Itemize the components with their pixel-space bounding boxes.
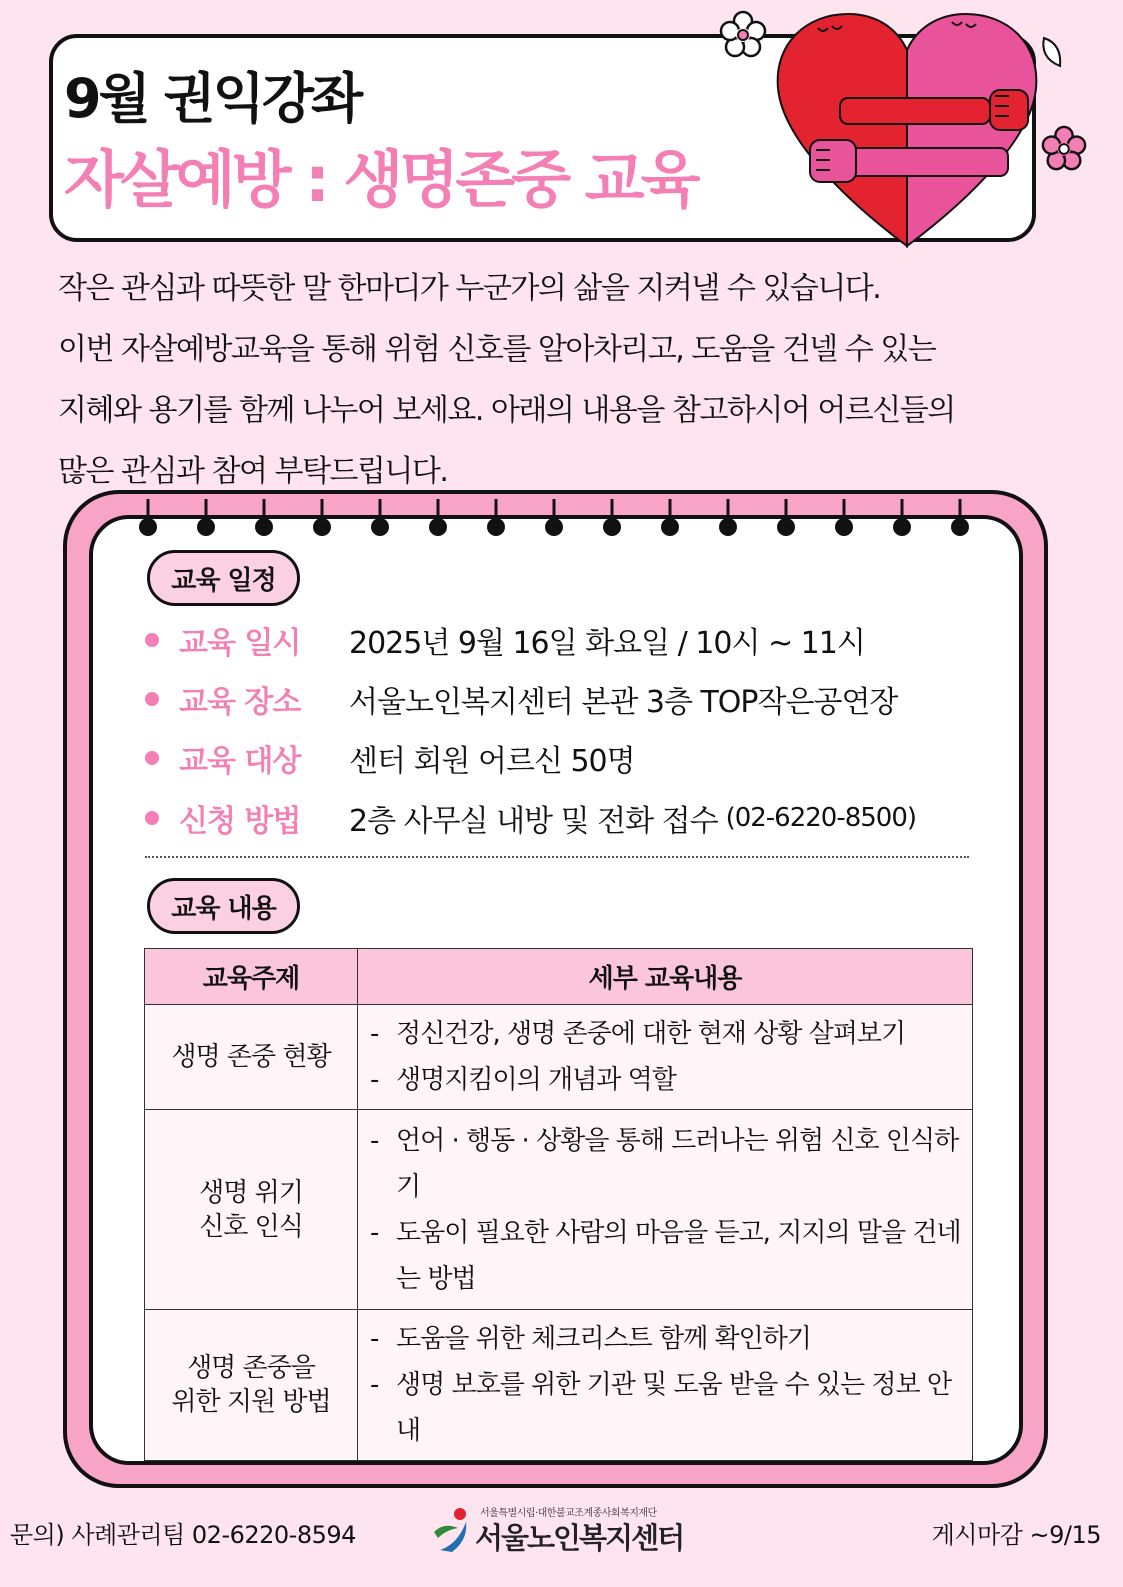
- dash-bullet: -: [370, 1217, 379, 1248]
- page-subtitle: 자살예방 : 생명존중 교육: [64, 143, 697, 216]
- detail-item: [370, 1118, 964, 1210]
- content-section-label: 교육 내용: [147, 878, 300, 934]
- info-row-location: [145, 674, 897, 724]
- logo-mark-icon: [430, 1506, 474, 1552]
- info-label: 신청 방법: [179, 804, 301, 839]
- topic-cell: [145, 1310, 358, 1461]
- table-row: [145, 1310, 973, 1461]
- column-header: 교육주제: [145, 949, 358, 1005]
- detail-item: [370, 1362, 964, 1454]
- topic-line: 위한 지원 방법: [171, 1387, 331, 1417]
- notebook-rings: [130, 497, 980, 542]
- binding-hole: [487, 518, 505, 536]
- table-row: [145, 1110, 973, 1310]
- intro-line: 이번 자살예방교육을 통해 위험 신호를 알아차리고, 도움을 건넬 수 있는: [58, 332, 936, 367]
- info-label: 교육 장소: [179, 685, 301, 720]
- binding-hole: [835, 518, 853, 536]
- binding-hole: [255, 518, 273, 536]
- topic-line: 생명 존중 현황: [171, 1042, 331, 1072]
- bullet-dot-icon: [145, 751, 159, 765]
- bullet-dot-icon: [145, 692, 159, 706]
- info-value: 2층 사무실 내방 및 전화 접수: [349, 804, 718, 839]
- detail-item: [370, 1057, 964, 1103]
- info-value: 센터 회원 어르신 50명: [349, 744, 635, 779]
- contact-info: 문의) 사례관리팀 02-6220-8594: [10, 1521, 356, 1549]
- table-row: [145, 1005, 973, 1110]
- page-title: 9월 권익강좌: [64, 67, 361, 130]
- info-value: 서울노인복지센터 본관 3층 TOP작은공연장: [349, 685, 898, 720]
- detail-text: 도움을 위한 체크리스트 함께 확인하기: [396, 1324, 811, 1354]
- topic-cell: [145, 1110, 358, 1310]
- binding-hole: [603, 518, 621, 536]
- info-label: 교육 대상: [179, 744, 301, 779]
- topic-line: 생명 존중을: [187, 1353, 315, 1383]
- detail-cell: [358, 1310, 973, 1461]
- detail-text: 생명지킴이의 개념과 역할: [396, 1065, 676, 1095]
- binding-hole: [545, 518, 563, 536]
- column-header: 세부 교육내용: [358, 949, 973, 1005]
- bullet-dot-icon: [145, 633, 159, 647]
- binding-hole: [951, 518, 969, 536]
- content-table: [144, 948, 973, 1461]
- detail-cell: [358, 1110, 973, 1310]
- schedule-section-label: 교육 일정: [147, 550, 300, 606]
- detail-text: 언어 · 행동 · 상황을 통해 드러나는 위험 신호 인식하기: [396, 1125, 959, 1202]
- info-row-datetime: [145, 615, 865, 665]
- intro-line: 작은 관심과 따뜻한 말 한마디가 누군가의 삶을 지켜낼 수 있습니다.: [58, 271, 881, 306]
- detail-text: 도움이 필요한 사람의 마음을 듣고, 지지의 말을 건네는 방법: [396, 1217, 961, 1294]
- detail-text: 생명 보호를 위한 기관 및 도움 받을 수 있는 정보 안내: [396, 1370, 951, 1446]
- binding-hole: [139, 518, 157, 536]
- table-header-row: [145, 949, 973, 1005]
- info-label: 교육 일시: [179, 626, 301, 661]
- dash-bullet: -: [370, 1125, 379, 1156]
- dash-bullet: -: [370, 1324, 379, 1354]
- detail-item: [370, 1316, 964, 1362]
- logo-subtitle: 서울특별시립·대한불교조계종사회복지재단: [480, 1508, 657, 1519]
- info-value: 2025년 9월 16일 화요일 / 10시 ~ 11시: [349, 626, 865, 661]
- phone-number: (02-6220-8500): [725, 803, 917, 833]
- binding-hole: [313, 518, 331, 536]
- dash-bullet: -: [370, 1065, 379, 1095]
- intro-text: [58, 258, 1068, 502]
- intro-line: 지혜와 용기를 함께 나누어 보세요. 아래의 내용을 참고하시어 어르신들의: [58, 393, 955, 428]
- binding-hole: [661, 518, 679, 536]
- topic-cell: [145, 1005, 358, 1110]
- binding-hole: [429, 518, 447, 536]
- info-row-target: [145, 733, 635, 783]
- binding-hole: [777, 518, 795, 536]
- detail-cell: [358, 1005, 973, 1110]
- detail-item: [370, 1011, 964, 1057]
- center-logo: [430, 1502, 684, 1556]
- binding-hole: [719, 518, 737, 536]
- flower-icon: [718, 10, 768, 60]
- detail-text: 정신건강, 생명 존중에 대한 현재 상황 살펴보기: [396, 1019, 906, 1049]
- intro-line: 많은 관심과 참여 부탁드립니다.: [58, 454, 448, 489]
- dash-bullet: -: [370, 1370, 379, 1400]
- logo-name: 서울노인복지센터: [475, 1521, 684, 1555]
- topic-line: 신호 인식: [199, 1211, 303, 1242]
- binding-hole: [371, 518, 389, 536]
- binding-hole: [893, 518, 911, 536]
- flower-icon: [1040, 125, 1088, 173]
- detail-item: [370, 1210, 964, 1302]
- dash-bullet: -: [370, 1019, 379, 1049]
- posting-deadline: 게시마감 ~9/15: [931, 1521, 1101, 1549]
- bullet-dot-icon: [145, 811, 159, 825]
- divider: [145, 856, 969, 858]
- topic-line: 생명 위기: [199, 1177, 303, 1208]
- binding-hole: [197, 518, 215, 536]
- info-row-application: [145, 793, 916, 843]
